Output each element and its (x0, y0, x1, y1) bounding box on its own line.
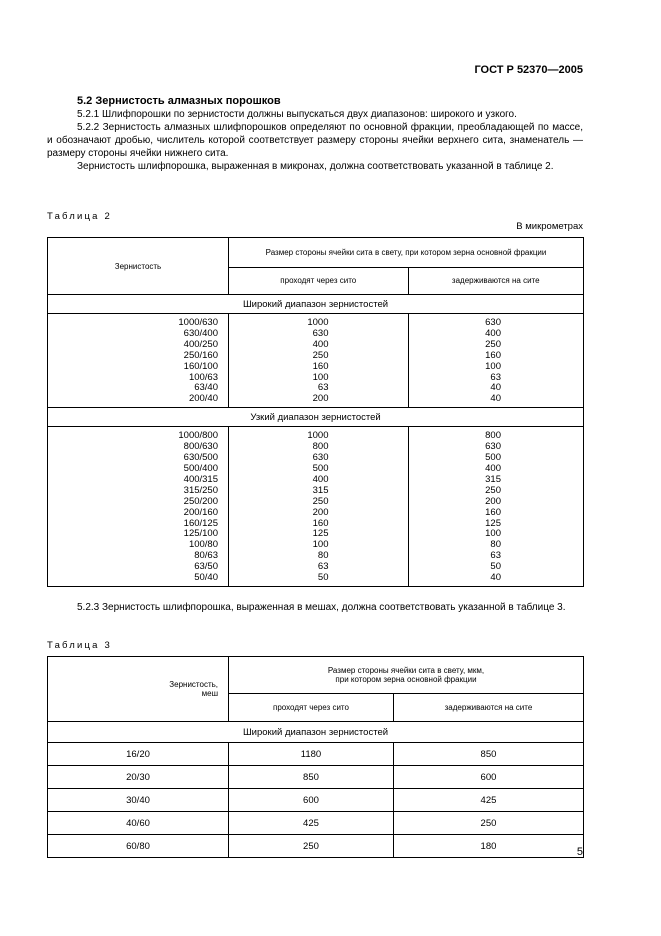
table-2 (47, 237, 584, 587)
table-row (48, 766, 584, 789)
table-cell: 600 (393, 766, 583, 789)
table-row (48, 812, 584, 835)
table-cell: 160 (312, 517, 329, 529)
table-cell: 80 (317, 550, 329, 562)
table-cell: 600 (229, 789, 394, 812)
table-cell: 160 (485, 349, 501, 361)
table-cell: 315 (485, 473, 501, 485)
table-cell: 160/125 (183, 517, 218, 529)
table-cell: 800/630 (183, 441, 218, 453)
table-cell: 63 (490, 371, 501, 383)
table-cell: 30/40 (48, 789, 229, 812)
table-cell: 250/160 (183, 349, 218, 361)
wide-retain-column (408, 314, 584, 408)
table-cell: 1000 (307, 430, 329, 442)
table-cell: 250 (485, 484, 501, 496)
narrow-grain-column (48, 427, 229, 587)
table-cell: 630 (312, 327, 329, 339)
table-cell: 40 (490, 393, 501, 405)
table-cell: 63/50 (194, 561, 218, 573)
table-cell: 500 (312, 462, 329, 474)
table-cell: 630 (485, 441, 501, 453)
table-cell: 125/100 (183, 528, 218, 540)
table-cell: 63 (317, 382, 329, 394)
table-cell: 80 (490, 539, 501, 551)
size-header-line1: Размер стороны ячейки сита в свету, мкм, (327, 665, 485, 675)
paragraph-5-2-2: 5.2.2 Зернистость алмазных шлифпорошков определяют по основной фракции, преобладающей по массе, и обозначают дробью, числитель которой соответствует размеру стороны ячейки верхнего сита, знаменатель — размеру стороны ячейки нижнего сита. (47, 122, 583, 159)
table-cell: 200 (312, 393, 329, 405)
table-cell: 250 (485, 338, 501, 350)
table-cell: 630/400 (183, 327, 218, 339)
paragraph-5-2-3: 5.2.3 Зернистость шлифпорошка, выраженная в мешах, должна соответствовать указанной в таблице 3. (77, 602, 566, 613)
table-cell: 40 (490, 382, 501, 394)
table-cell: 1000 (307, 317, 329, 328)
narrow-retain-column (408, 427, 584, 587)
wide-pass-column (229, 314, 409, 408)
grain-mesh-line2: меш (201, 689, 218, 698)
table-cell: 50 (317, 572, 329, 584)
table-cell: 800 (485, 430, 501, 442)
table-cell: 125 (485, 517, 501, 529)
page-number: 5 (576, 846, 583, 858)
table-cell: 400/315 (183, 473, 218, 485)
table-cell: 63 (317, 561, 329, 573)
table-cell: 400/250 (183, 338, 218, 350)
table-cell: 250 (312, 495, 329, 507)
table-cell: 250 (312, 349, 329, 361)
table-cell: 16/20 (48, 743, 229, 766)
table-cell: 850 (393, 743, 583, 766)
table-cell: 100/80 (188, 539, 218, 551)
table-cell: 180 (393, 835, 583, 858)
table-cell: 63/40 (194, 382, 218, 394)
table-cell: 63 (490, 550, 501, 562)
table-cell: 850 (229, 766, 394, 789)
table-cell: 630 (312, 452, 329, 464)
table-cell: 250/200 (183, 495, 218, 507)
table-cell: 500 (485, 452, 501, 464)
table-cell: 200 (485, 495, 501, 507)
table-cell: 200/40 (188, 393, 218, 405)
table-cell: 630/500 (183, 452, 218, 464)
table-cell: 425 (393, 789, 583, 812)
standard-number: ГОСТ Р 52370—2005 (474, 64, 583, 76)
table-cell: 200 (312, 506, 329, 518)
table-row (48, 789, 584, 812)
table-cell: 400 (312, 473, 329, 485)
table-cell: 400 (485, 327, 501, 339)
table2-caption: Таблица 2 (47, 211, 112, 222)
table-cell: 100 (312, 539, 329, 551)
table-cell: 20/30 (48, 766, 229, 789)
table-cell: 160 (312, 360, 329, 372)
section-title: 5.2 Зернистость алмазных порошков (77, 95, 281, 107)
size-header-line2: при котором зерна основной фракции (335, 674, 477, 684)
band-narrow-range: Узкий диапазон зернистостей (48, 408, 584, 427)
table-cell: 40/60 (48, 812, 229, 835)
paragraph-5-2-1: 5.2.1 Шлифпорошки по зернистости должны выпускаться двух диапазонов: широкого и узкого. (77, 109, 517, 120)
grain-mesh-line1: Зернистость, (169, 680, 218, 689)
wide-grain-column (48, 314, 229, 408)
table-cell: 1000/800 (178, 430, 218, 442)
table-cell: 425 (229, 812, 394, 835)
table-cell: 100/63 (188, 371, 218, 383)
table-cell: 315 (312, 484, 329, 496)
col-header-size: Размер стороны ячейки сита в свету, при котором зерна основной фракции (229, 238, 584, 268)
table-cell: 400 (485, 462, 501, 474)
table-cell: 80/63 (194, 550, 218, 562)
table-cell: 250 (229, 835, 394, 858)
col-header-retain: задерживаются на сите (393, 693, 583, 721)
table-cell: 100 (485, 360, 501, 372)
col-header-retain: задерживаются на сите (408, 267, 584, 294)
table-cell: 1000/630 (178, 317, 218, 328)
table-cell: 630 (485, 317, 501, 328)
table-3 (47, 656, 584, 858)
table-cell: 40 (490, 572, 501, 584)
table-cell: 125 (312, 528, 329, 540)
table-cell: 800 (312, 441, 329, 453)
paragraph-table2-ref: Зернистость шлифпорошка, выраженная в микронах, должна соответствовать указанной в таблице 2. (77, 161, 554, 172)
table-cell: 500/400 (183, 462, 218, 474)
col-header-pass: проходят через сито (229, 693, 394, 721)
table-cell: 100 (312, 371, 329, 383)
table-cell: 100 (485, 528, 501, 540)
col-header-size-mkm (229, 657, 584, 694)
narrow-pass-column (229, 427, 409, 587)
table-cell: 400 (312, 338, 329, 350)
table-row (48, 743, 584, 766)
band-wide-range: Широкий диапазон зернистостей (48, 295, 584, 314)
table-cell: 315/250 (183, 484, 218, 496)
col-header-pass: проходят через сито (229, 267, 409, 294)
table-cell: 50/40 (194, 572, 218, 584)
col-header-grain-mesh (48, 657, 229, 722)
table-cell: 160 (485, 506, 501, 518)
table-cell: 200/160 (183, 506, 218, 518)
table-row (48, 835, 584, 858)
table-cell: 50 (490, 561, 501, 573)
table2-units: В микрометрах (516, 221, 583, 232)
table-cell: 60/80 (48, 835, 229, 858)
col-header-grain: Зернистость (48, 238, 229, 295)
table-cell: 1180 (229, 743, 394, 766)
table-cell: 250 (393, 812, 583, 835)
table-cell: 160/100 (183, 360, 218, 372)
band-wide-range: Широкий диапазон зернистостей (48, 722, 584, 743)
table3-caption: Таблица 3 (47, 640, 112, 651)
